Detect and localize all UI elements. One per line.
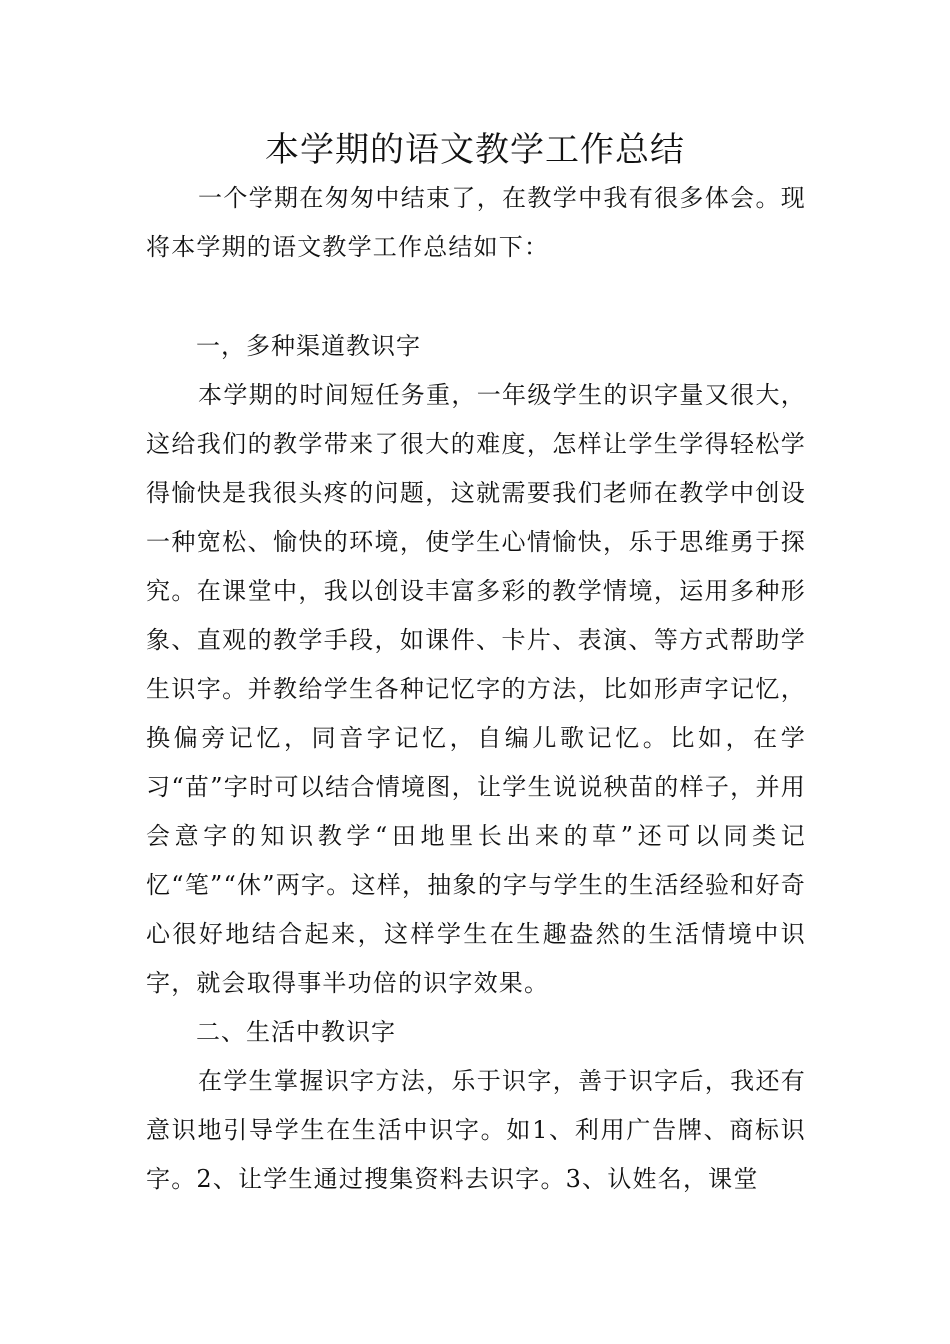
document-title: 本学期的语文教学工作总结 [265,130,685,170]
document-body [146,174,806,1204]
blank-line [146,272,806,322]
section-1-heading: 一，多种渠道教识字 [196,332,421,360]
section-1-paragraph: 本学期的时间短任务重，一年级学生的识字量又很大，这给我们的教学带来了很大的难度，怎样让学生学得轻松学得愉快是我很头疼的问题，这就需要我们老师在教学中创设一种宽松、愉快的环境，使学生心情愉快，乐于思维勇于探究。在课堂中，我以创设丰富多彩的教学情境，运用多种形象、直观的教学手段，如课件、卡片、表演、等方式帮助学生识字。并教给学生各种记忆字的方法，比如形声字记忆，换偏旁记忆，同音字记忆，自编儿歌记忆。比如，在学习“苗”字时可以结合情境图，让学生说说秧苗的样子，并用会意字的知识教学“田地里长出来的草”还可以同类记忆“笔”“休”两字。这样，抽象的字与学生的生活经验和好奇心很好地结合起来，这样学生在生趣盎然的生活情境中识字，就会取得事半功倍的识字效果。 [146,381,806,997]
intro-paragraph: 一个学期在匆匆中结束了，在教学中我有很多体会。现将本学期的语文教学工作总结如下： [146,184,806,261]
section-2-heading: 二、生活中教识字 [196,1018,396,1046]
section-2-paragraph: 在学生掌握识字方法，乐于识字，善于识字后，我还有意识地引导学生在生活中识字。如1、利用广告牌、商标识字。2、让学生通过搜集资料去识字。3、认姓名，课堂 [146,1067,806,1193]
